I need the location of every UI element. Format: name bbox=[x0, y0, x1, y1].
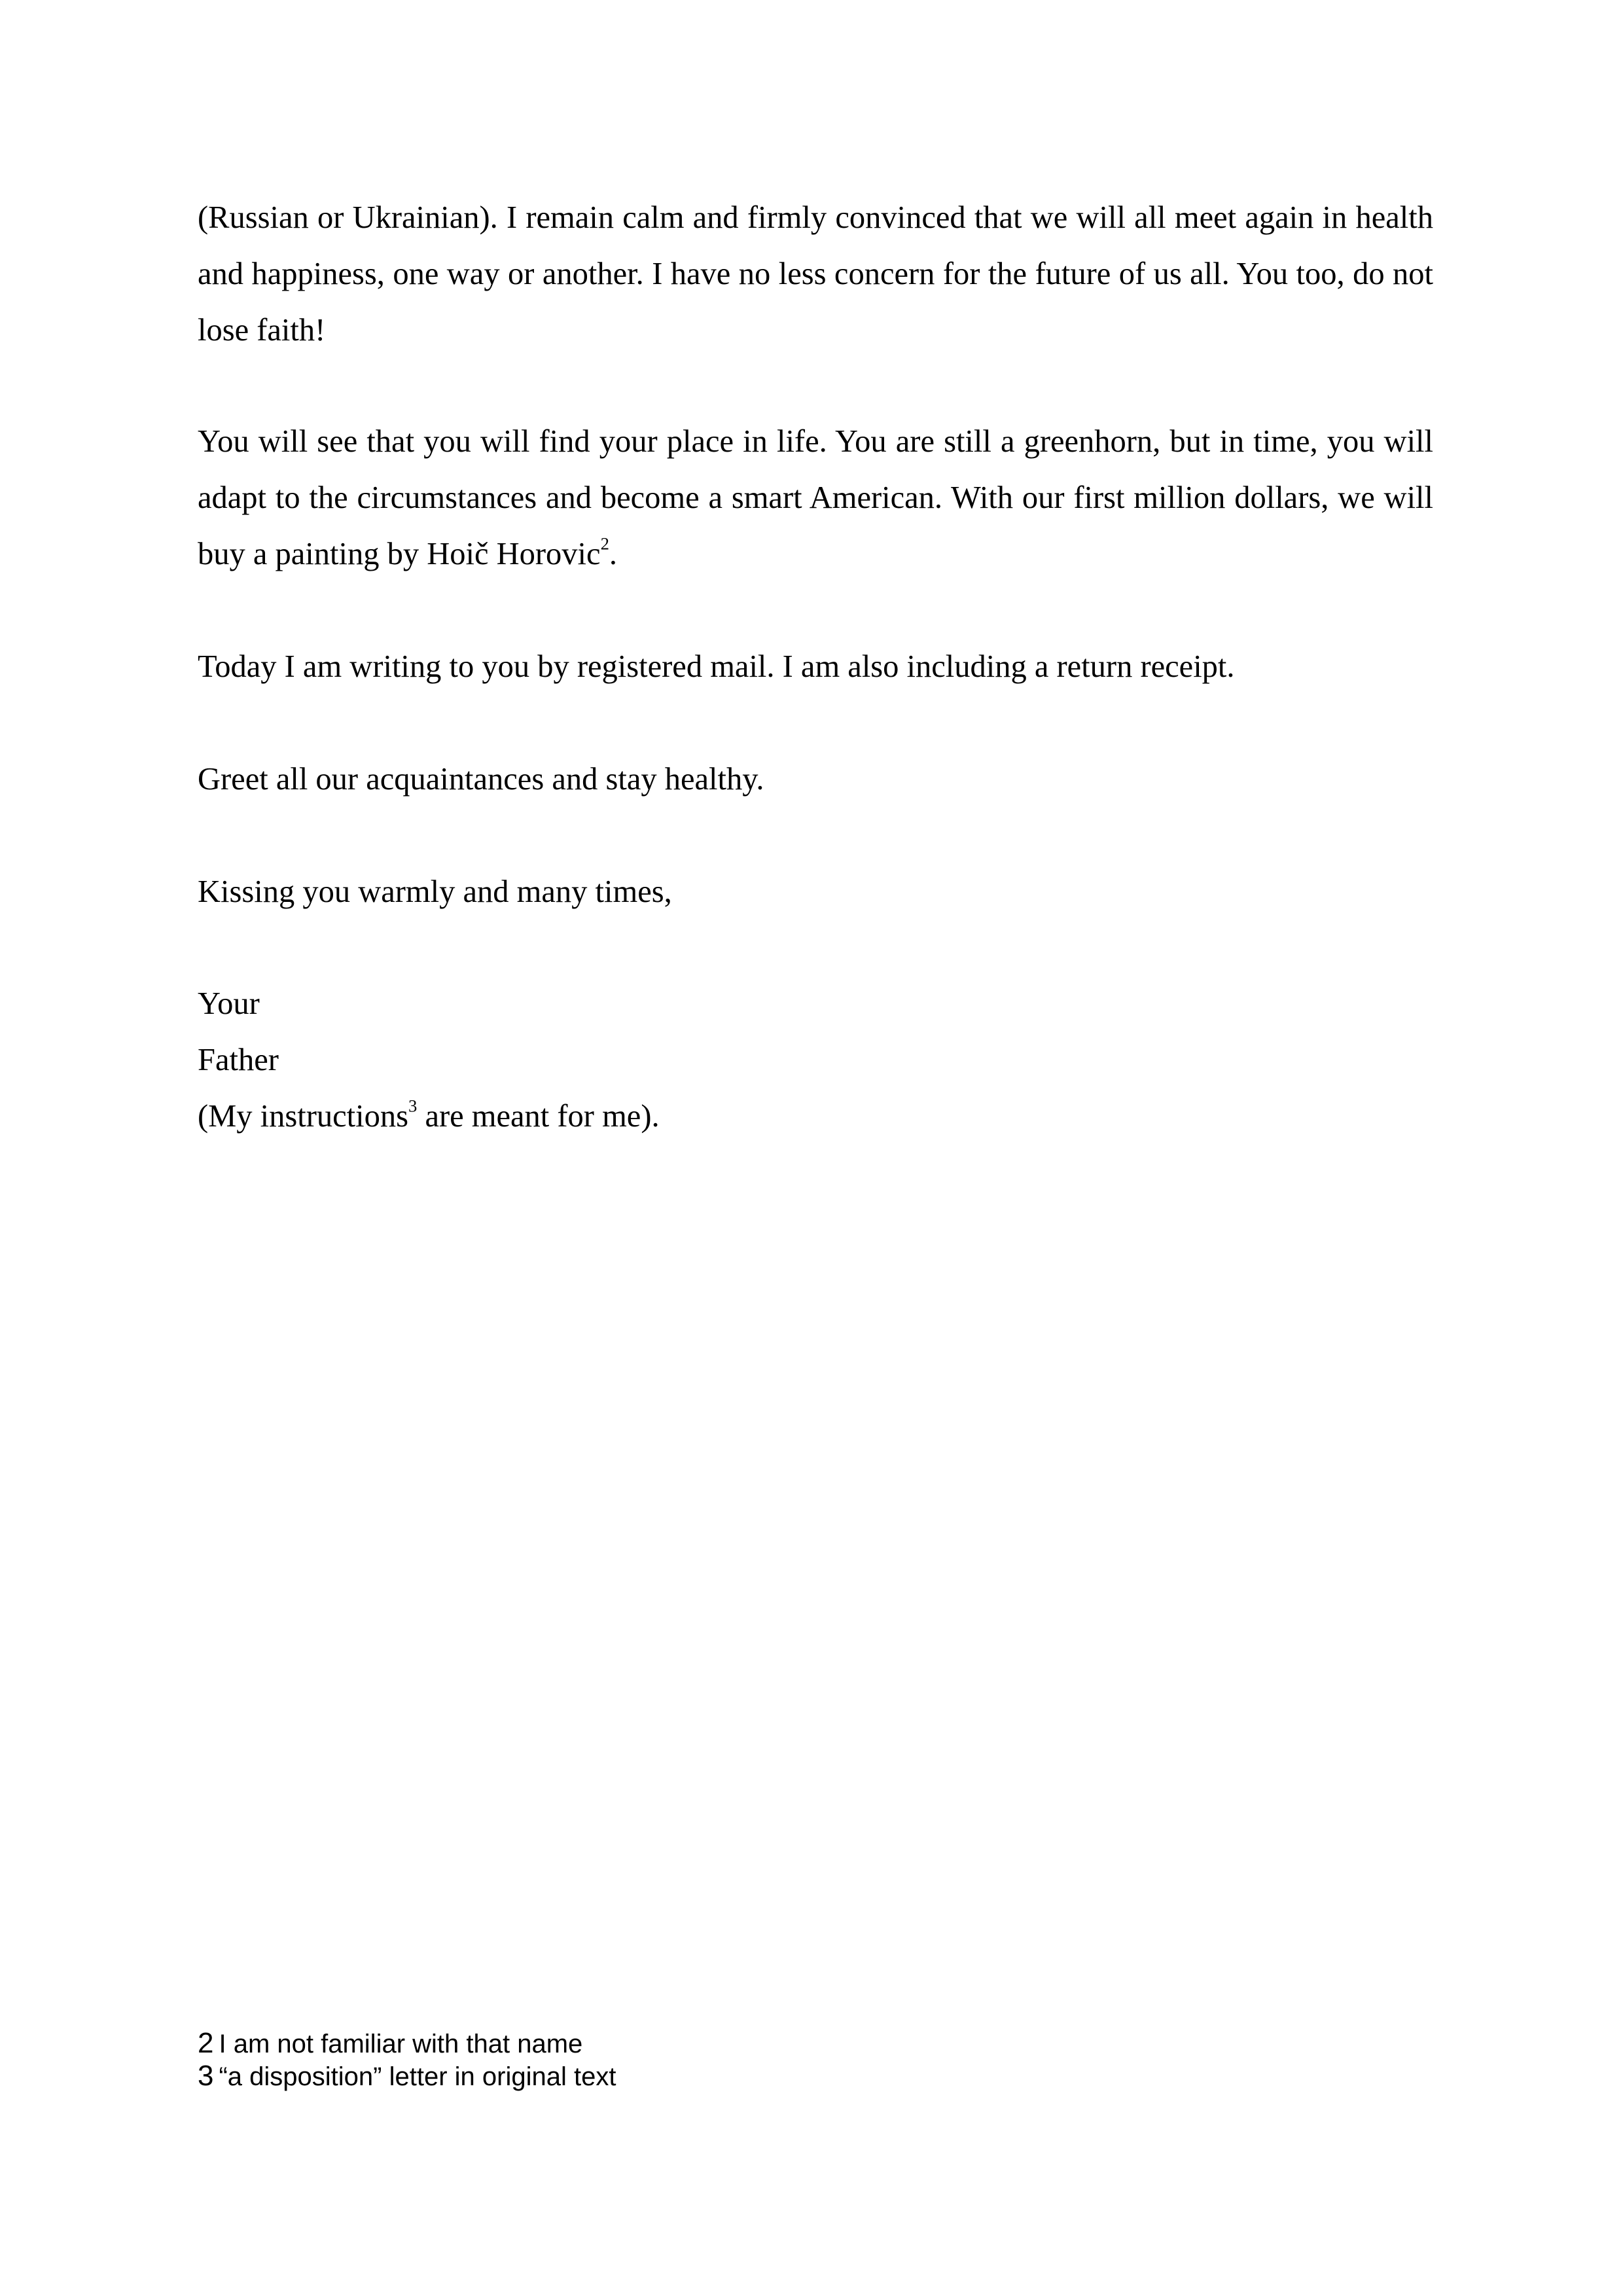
footnote-3-text: “a disposition” letter in original text bbox=[219, 2062, 616, 2091]
footnote-3-number: 3 bbox=[198, 2060, 214, 2092]
paragraph-2 bbox=[198, 414, 1433, 583]
paragraph-4: Greet all our acquaintances and stay healthy. bbox=[198, 762, 764, 797]
paragraph-1: (Russian or Ukrainian). I remain calm and firmly convinced that we will all meet again in health and happiness, one way or another. I have no less concern for the future of us all. You too, do not lose faith! bbox=[198, 200, 1433, 348]
signature-line-your: Your bbox=[198, 986, 260, 1021]
footnote-2-number: 2 bbox=[198, 2027, 214, 2059]
signature-line-father: Father bbox=[198, 1043, 279, 1077]
signature-note bbox=[198, 1088, 660, 1145]
footnote-2-text: I am not familiar with that name bbox=[219, 2030, 583, 2058]
paragraph-2-end: . bbox=[609, 537, 618, 571]
paragraph-5: Kissing you warmly and many times, bbox=[198, 874, 672, 909]
footnote-2 bbox=[198, 2027, 582, 2060]
signature-note-end: are meant for me). bbox=[417, 1099, 660, 1134]
signature-note-text: (My instructions bbox=[198, 1099, 408, 1134]
paragraph-2-text: You will see that you will find your place in life. You are still a greenhorn, but in time, you will adapt to the circumstances and become a smart American. With our first million dollars, we will buy a painting by Hoič Horovic bbox=[198, 424, 1433, 571]
footnote-ref-2: 2 bbox=[600, 533, 609, 554]
paragraph-3: Today I am writing to you by registered mail. I am also including a return receipt. bbox=[198, 649, 1235, 684]
footnote-3 bbox=[198, 2060, 616, 2093]
footnote-ref-3: 3 bbox=[408, 1096, 418, 1116]
